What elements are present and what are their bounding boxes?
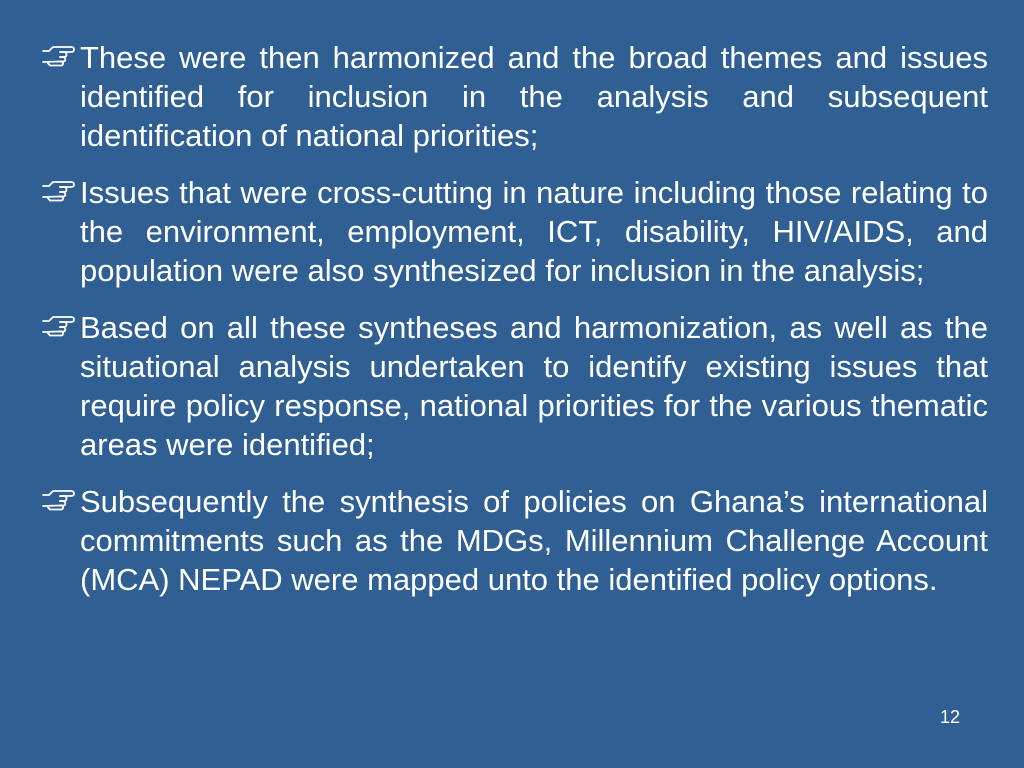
bullet-item <box>40 308 988 464</box>
page-number: 12 <box>939 707 961 727</box>
bullet-item <box>40 173 988 290</box>
pointing-hand-icon <box>40 174 76 204</box>
pointing-hand-icon <box>40 483 76 513</box>
bullet-text: These were then harmonized and the broad themes and issues identified for inclusion in the analysis and subsequent identification of national priorities; <box>80 40 988 153</box>
bullet-text: Based on all these syntheses and harmonization, as well as the situational analysis undertaken to identify existing issues that require policy response, national priorities for the various thematic areas were identified; <box>80 310 988 462</box>
bullet-text: Issues that were cross-cutting in nature including those relating to the environment, employment, ICT, disability, HIV/AIDS, and population were also synthesized for inclusion in the analysis; <box>80 175 988 288</box>
pointing-hand-icon <box>40 309 76 339</box>
bullet-list <box>40 38 988 617</box>
bullet-item <box>40 482 988 599</box>
bullet-item <box>40 38 988 155</box>
bullet-text: Subsequently the synthesis of policies on Ghana’s international commitments such as the MDGs, Millennium Challenge Account (MCA) NEPAD were mapped unto the identified policy options. <box>80 484 988 597</box>
pointing-hand-icon <box>40 39 76 69</box>
